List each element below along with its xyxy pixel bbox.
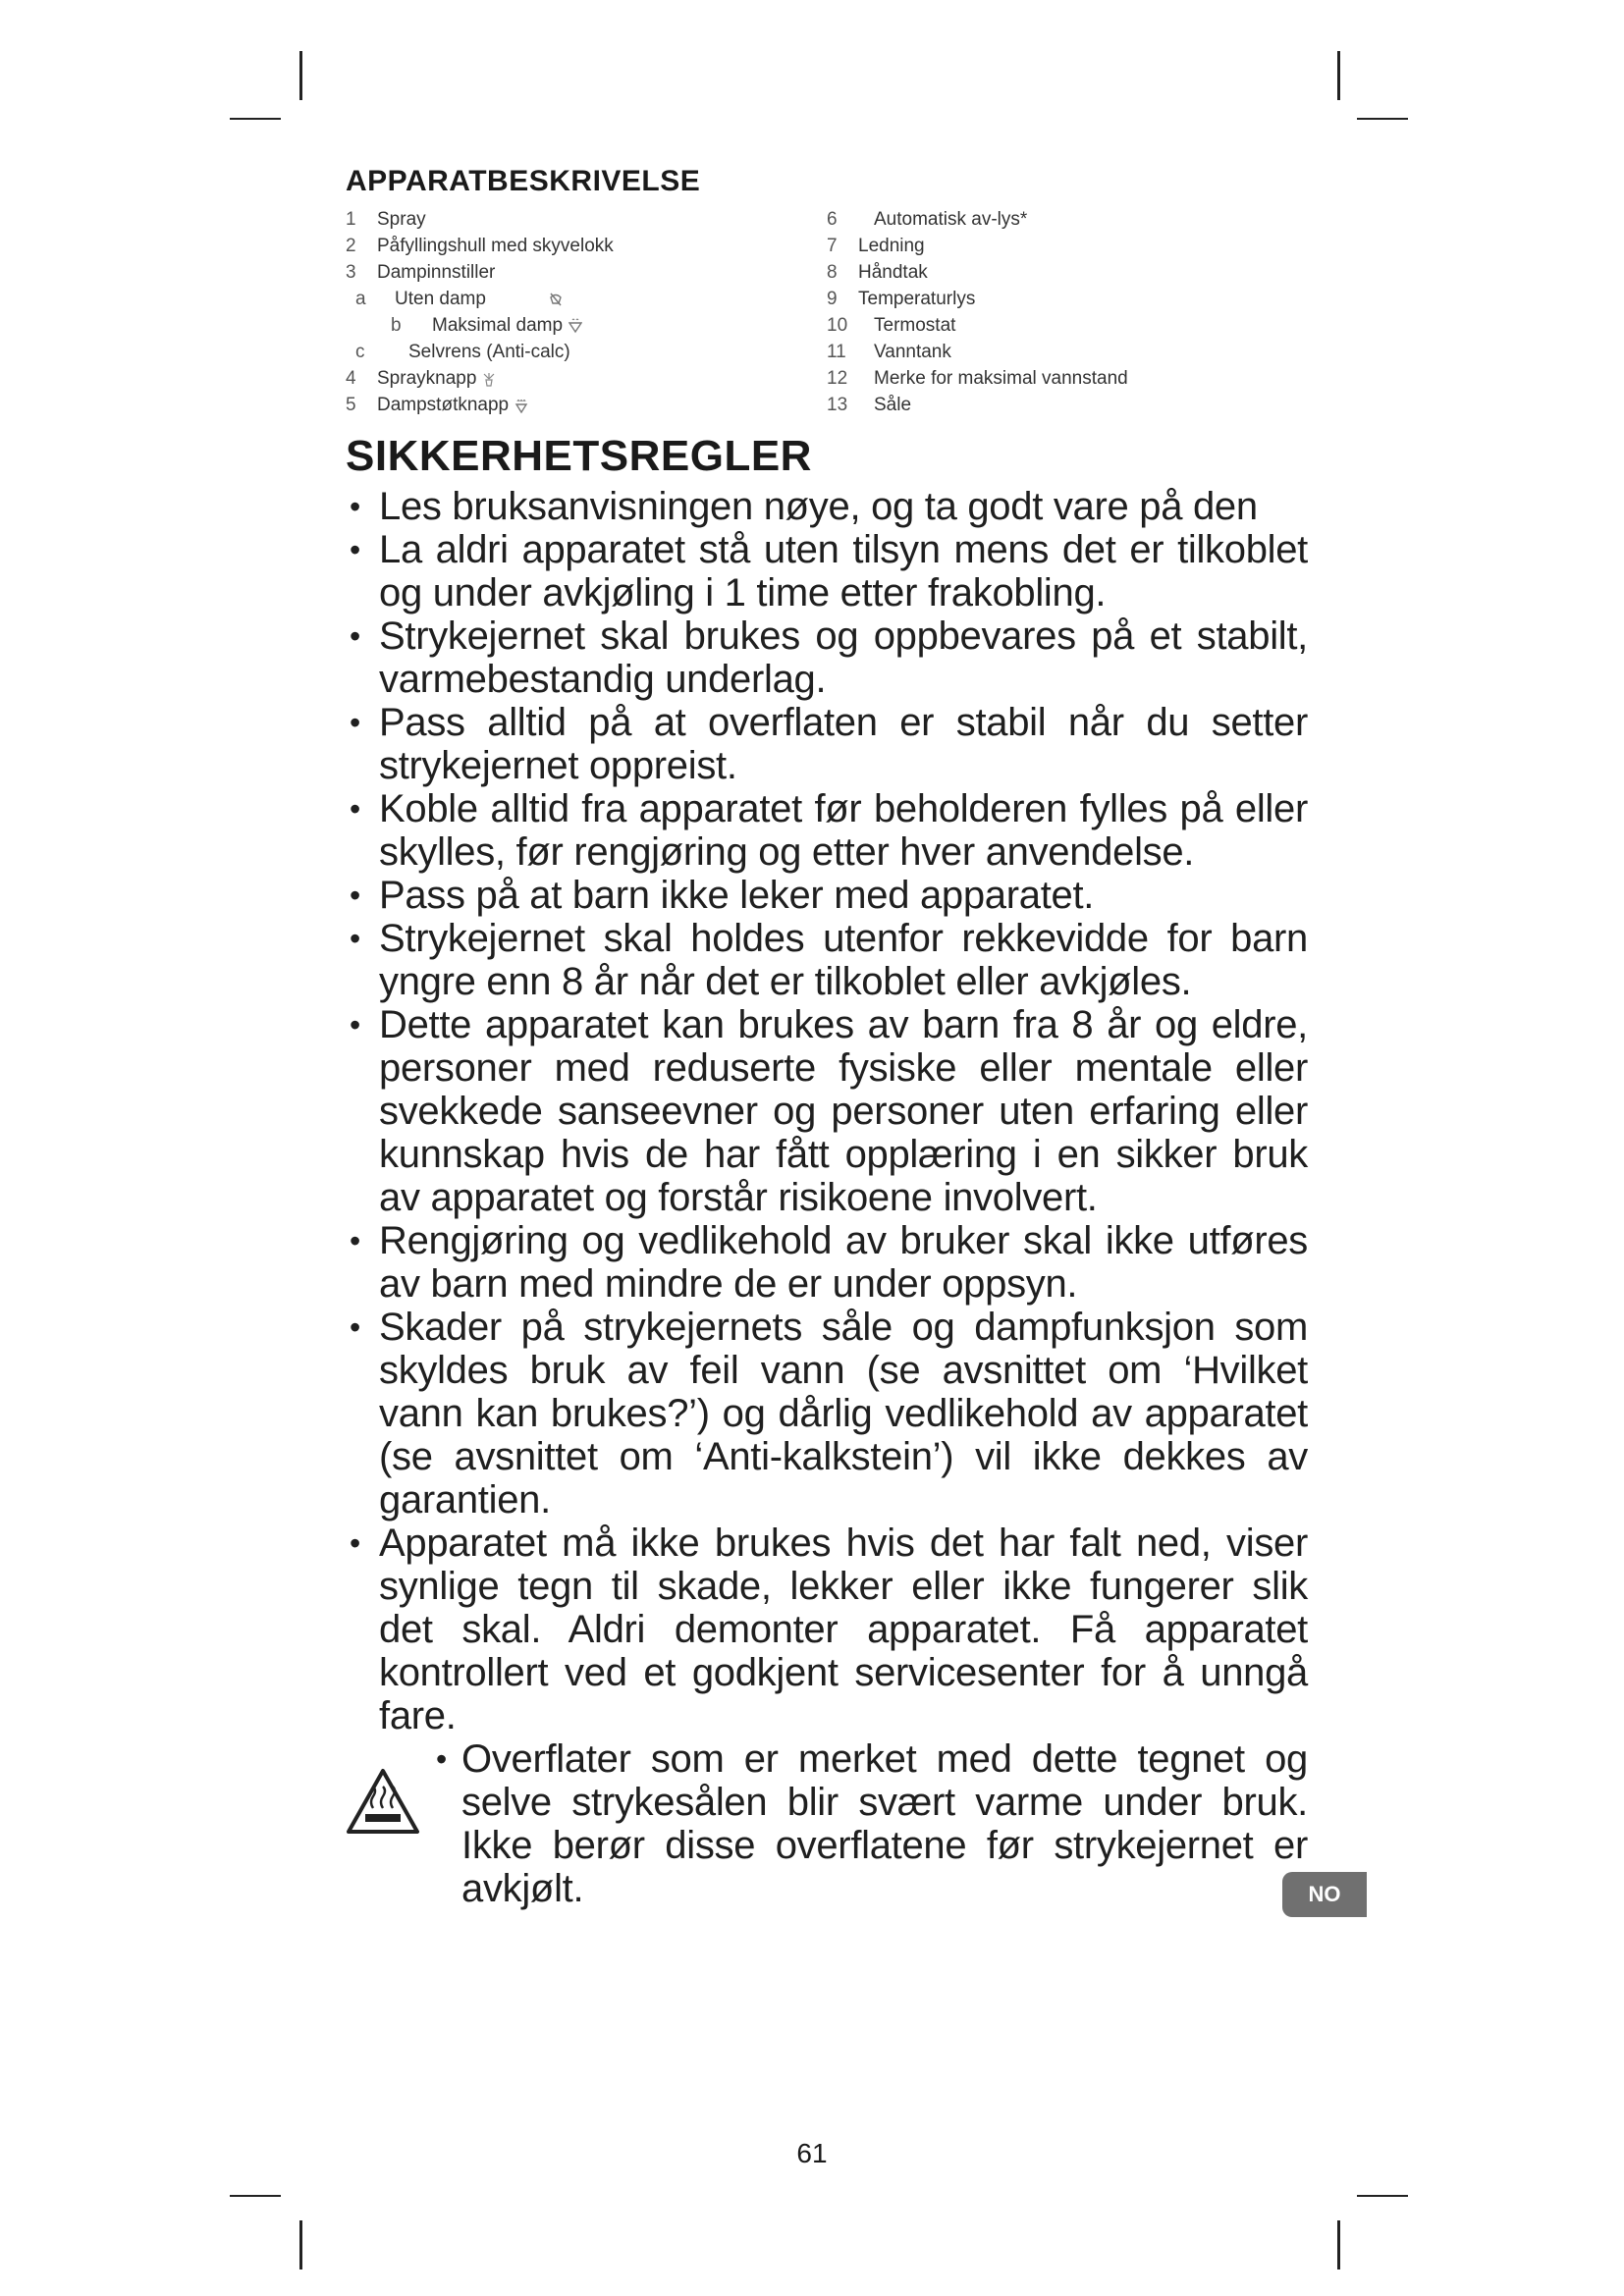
item-number: 1 — [346, 209, 356, 230]
list-item — [346, 787, 1308, 874]
list-item — [827, 339, 1308, 365]
list-item — [346, 528, 1308, 614]
crop-mark — [1357, 2195, 1408, 2197]
crop-mark — [1357, 118, 1408, 120]
bullet: • — [350, 1007, 360, 1042]
rule-text: Apparatet må ikke brukes hvis det har falt ned, viser synlige tegn til skade, lekker eller ikke fungerer slik det skal. Aldri demonter apparatet. Få apparatet kontrollert ved et godkjent servicesenter for å unngå fare. — [379, 1522, 1308, 1737]
bullet: • — [350, 921, 360, 956]
bullet: • — [350, 489, 360, 524]
hot-surface-rule — [346, 1737, 1308, 1910]
item-letter: c — [355, 342, 365, 362]
item-number: 11 — [827, 342, 846, 362]
rule-text: Pass alltid på at overflaten er stabil når du setter strykejernet oppreist. — [379, 701, 1308, 787]
item-label: Dampinnstiller — [377, 262, 496, 283]
crop-mark — [230, 2195, 281, 2197]
item-number: 13 — [827, 395, 848, 415]
item-label: Merke for maksimal vannstand — [874, 368, 1128, 389]
rule-text: Les bruksanvisningen nøye, og ta godt vare på den — [379, 485, 1258, 528]
bullet: • — [350, 878, 360, 913]
item-label: Vanntank — [874, 342, 951, 362]
list-item — [827, 312, 1308, 339]
bullet: • — [350, 791, 360, 827]
max-steam-icon — [568, 318, 582, 334]
description-columns — [346, 206, 1308, 418]
list-item — [346, 206, 827, 233]
hot-surface-warning-icon — [346, 1767, 420, 1836]
list-item — [346, 392, 827, 418]
description-right-column — [827, 206, 1308, 418]
crop-mark — [299, 51, 302, 100]
rule-text: Rengjøring og vedlikehold av bruker skal ikke utføres av barn med mindre de er under oppsyn. — [379, 1219, 1308, 1306]
item-number: 3 — [346, 262, 356, 283]
list-item — [346, 286, 827, 312]
rule-text: Strykejernet skal brukes og oppbevares på et stabilt, varmebestandig underlag. — [379, 614, 1308, 701]
item-number: 10 — [827, 315, 848, 336]
list-item — [346, 233, 827, 259]
list-item — [827, 233, 1308, 259]
list-item — [346, 485, 1308, 528]
rule-text: Pass på at barn ikke leker med apparatet. — [379, 874, 1095, 917]
item-label: Såle — [874, 395, 912, 415]
list-item — [346, 1219, 1308, 1306]
crop-mark — [1337, 51, 1340, 100]
description-title: APPARATBESKRIVELSE — [346, 165, 701, 197]
list-item — [346, 1522, 1308, 1737]
list-item — [346, 312, 827, 339]
crop-mark — [1337, 2220, 1340, 2269]
list-item — [827, 259, 1308, 286]
bullet: • — [350, 1223, 360, 1258]
item-label: Sprayknapp — [377, 368, 477, 389]
item-label: Maksimal damp — [432, 315, 564, 336]
item-number: 12 — [827, 368, 848, 389]
item-number: 8 — [827, 262, 838, 283]
rule-text: Dette apparatet kan brukes av barn fra 8 år og eldre, personer med reduserte fysiske eller mentale eller svekkede sanseevner og personer uten erfaring eller kunnskap hvis de har fått opplæring i en sikker bruk av apparatet og forstår risikoene involvert. — [379, 1003, 1308, 1219]
crop-mark — [230, 118, 281, 120]
list-item — [346, 614, 1308, 701]
bullet: • — [436, 1741, 447, 1777]
page-number: 61 — [796, 2138, 828, 2168]
list-item — [346, 259, 827, 286]
item-label: Automatisk av-lys* — [874, 209, 1028, 230]
list-item — [827, 392, 1308, 418]
item-label: Ledning — [858, 236, 925, 256]
list-item — [346, 1306, 1308, 1522]
rule-text: Skader på strykejernets såle og dampfunksjon som skyldes bruk av feil vann (se avsnittet om ‘Hvilket vann kan brukes?’) og dårlig vedlikehold av apparatet (se avsnittet om ‘Anti-kalkstein’) vil ikke dekkes av garantien. — [379, 1306, 1308, 1522]
list-item — [827, 206, 1308, 233]
item-number: 4 — [346, 368, 356, 389]
item-number: 5 — [346, 395, 356, 415]
list-item — [346, 917, 1308, 1003]
item-letter: b — [391, 315, 402, 336]
item-label: Spray — [377, 209, 426, 230]
bullet: • — [350, 1525, 360, 1561]
rule-text: Koble alltid fra apparatet før beholderen fylles på eller skylles, før rengjøring og etter hver anvendelse. — [379, 787, 1308, 874]
item-label: Dampstøtknapp — [377, 395, 510, 415]
bullet: • — [350, 705, 360, 740]
spray-icon — [482, 371, 496, 387]
crop-mark — [299, 2220, 302, 2269]
item-number: 2 — [346, 236, 356, 256]
language-badge: NO — [1282, 1872, 1367, 1917]
rule-text: La aldri apparatet stå uten tilsyn mens det er tilkoblet og under avkjøling i 1 time etter frakobling. — [379, 528, 1308, 614]
item-number: 9 — [827, 289, 838, 309]
item-label: Håndtak — [858, 262, 928, 283]
list-item — [346, 701, 1308, 787]
list-item — [827, 286, 1308, 312]
item-letter: a — [355, 289, 366, 309]
item-label: Uten damp — [395, 289, 486, 309]
safety-rules — [346, 485, 1308, 1737]
list-item — [346, 1003, 1308, 1219]
no-steam-icon — [549, 292, 563, 307]
steam-burst-icon — [514, 398, 528, 413]
item-label: Temperaturlys — [858, 289, 976, 309]
page-content — [346, 165, 1308, 1910]
item-label: Termostat — [874, 315, 956, 336]
rule-text: Strykejernet skal holdes utenfor rekkevidde for barn yngre enn 8 år når det er tilkoblet eller avkjøles. — [379, 917, 1308, 1003]
bullet: • — [350, 532, 360, 567]
rule-text: Overflater som er merket med dette tegnet og selve strykesålen blir svært varme under bruk. Ikke berør disse overflatene før strykejernet er avkjølt. — [461, 1737, 1308, 1910]
list-item — [346, 339, 827, 365]
list-item — [827, 365, 1308, 392]
description-left-column — [346, 206, 827, 418]
item-number: 6 — [827, 209, 838, 230]
item-label: Påfyllingshull med skyvelokk — [377, 236, 614, 256]
bullet: • — [350, 618, 360, 654]
item-number: 7 — [827, 236, 838, 256]
list-item — [346, 365, 827, 392]
list-item — [346, 874, 1308, 917]
bullet: • — [350, 1309, 360, 1345]
safety-title: SIKKERHETSREGLER — [346, 432, 812, 480]
item-label: Selvrens (Anti-calc) — [408, 342, 570, 362]
